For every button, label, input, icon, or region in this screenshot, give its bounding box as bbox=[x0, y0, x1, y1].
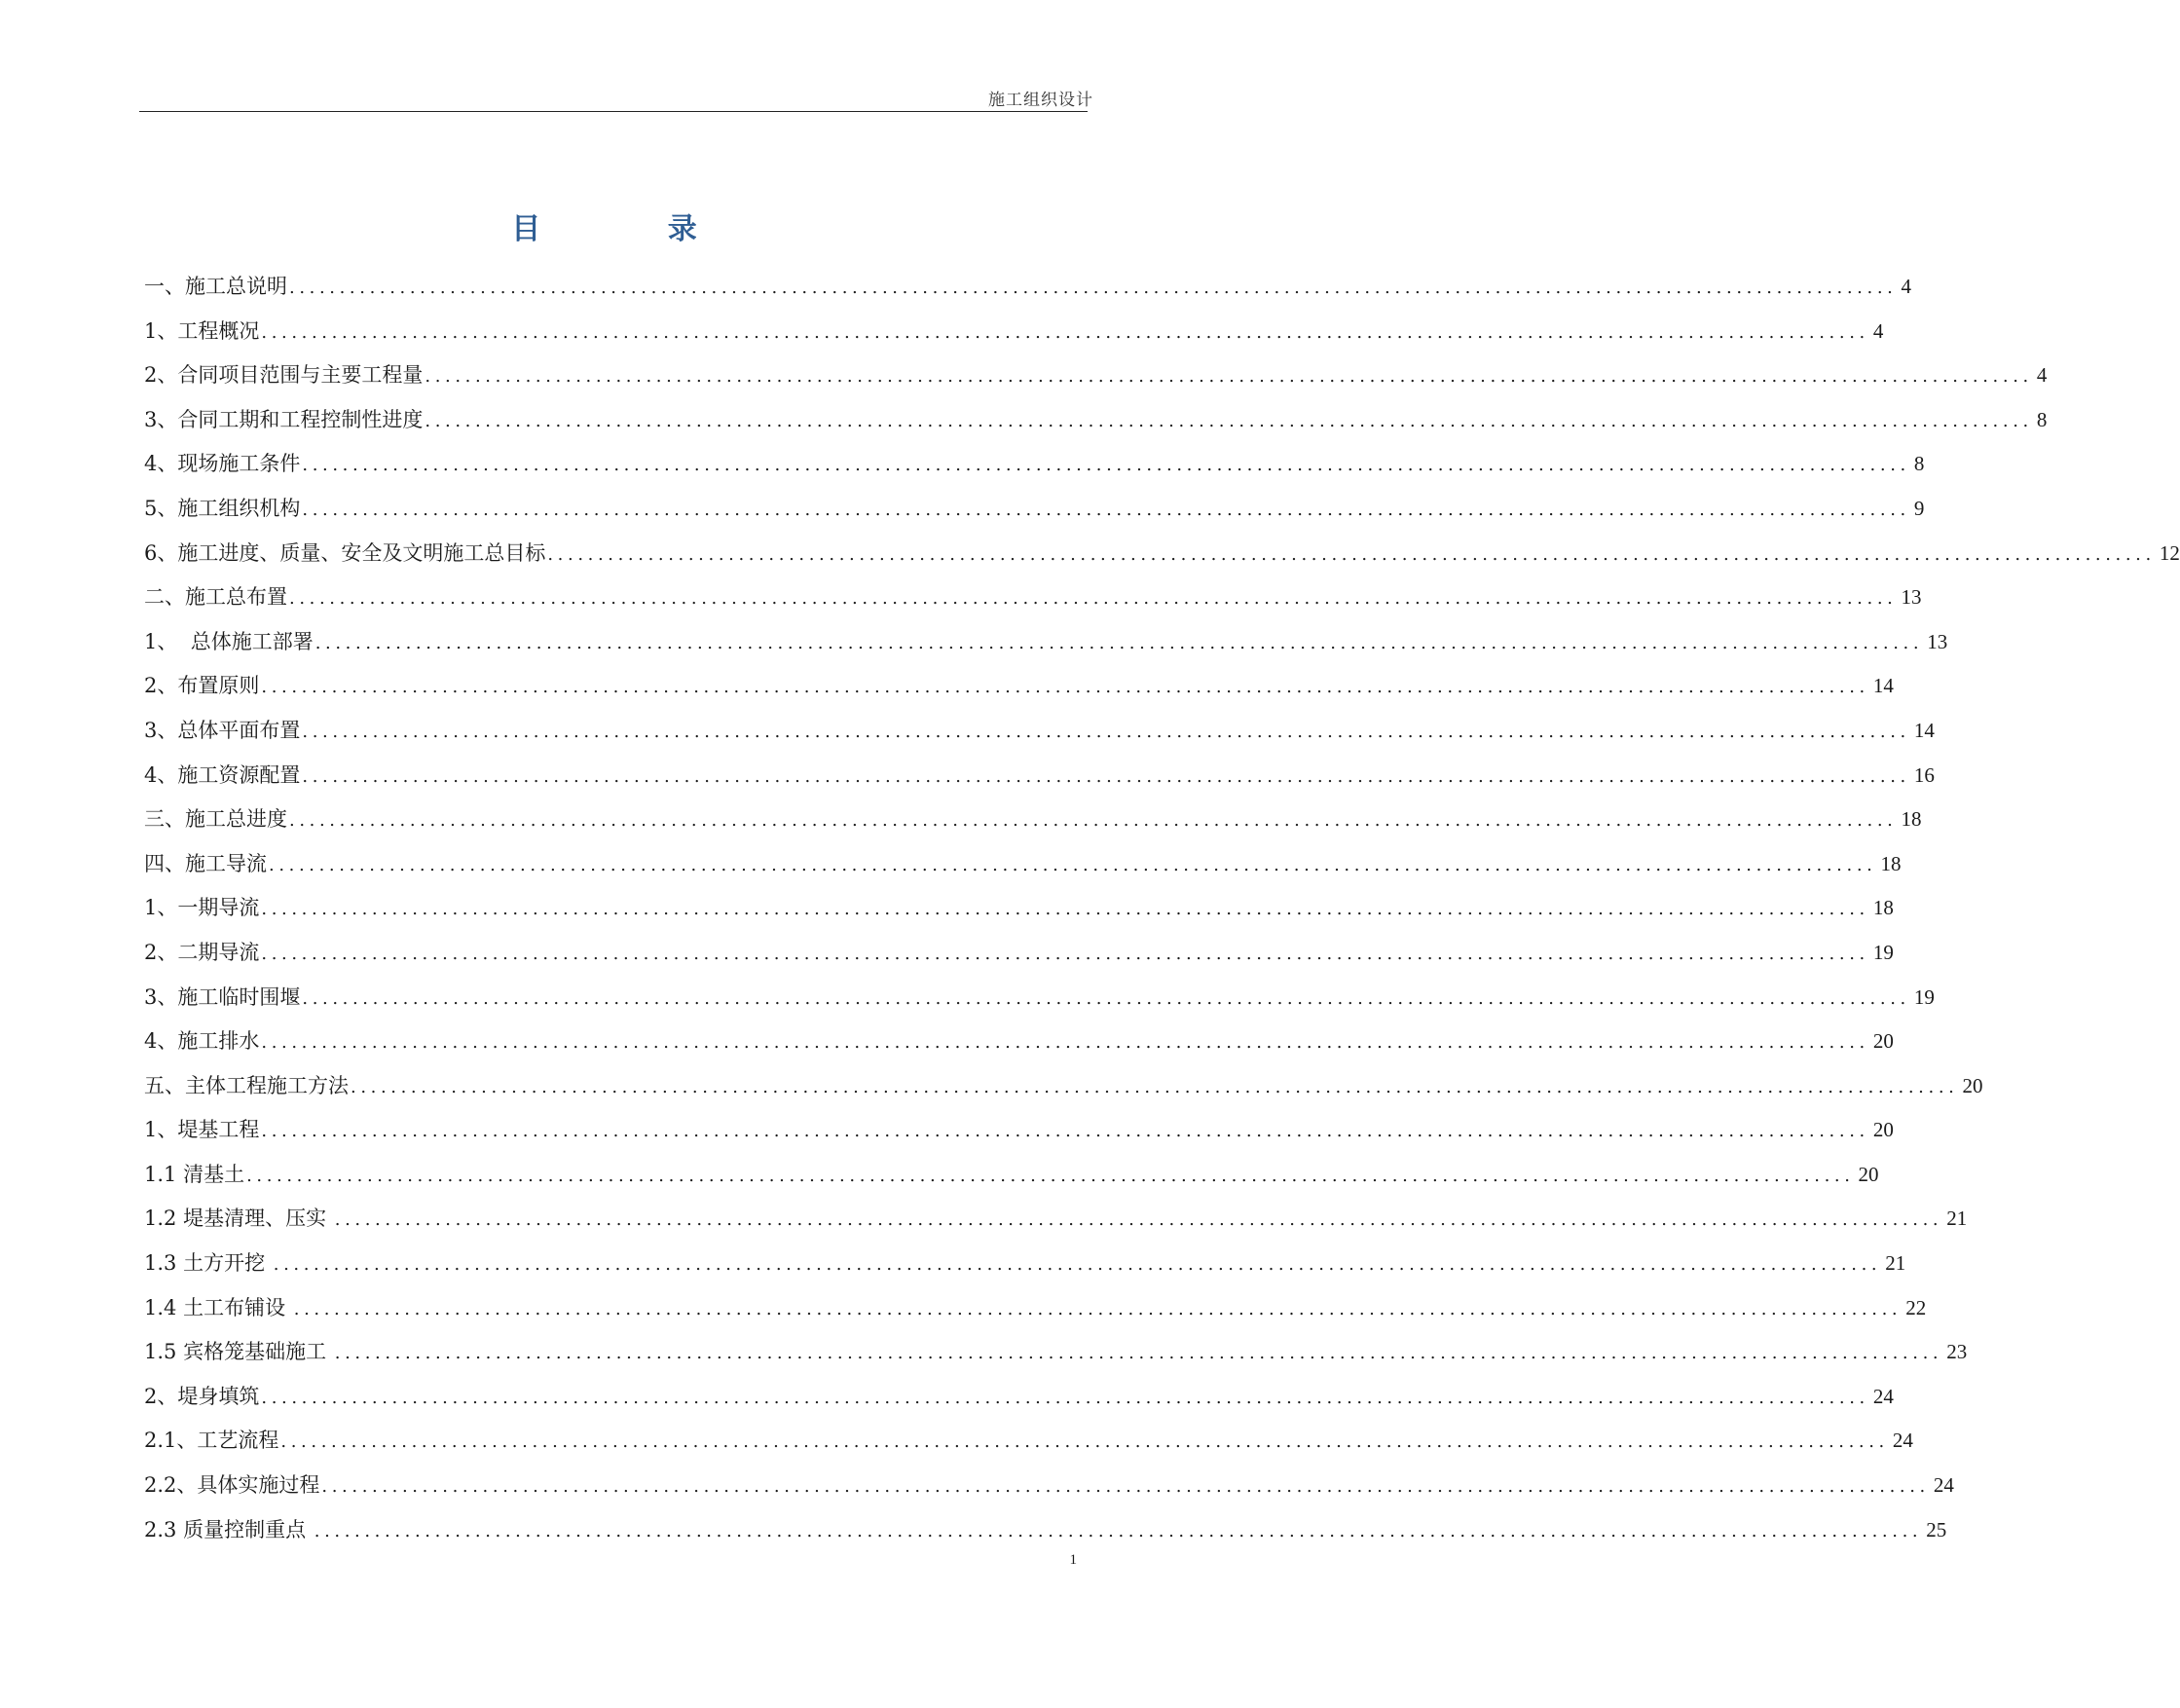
toc-entry-label: 4、现场施工条件 bbox=[144, 452, 301, 476]
toc-entry-page: 13 bbox=[1901, 585, 1922, 610]
toc-entry-page: 4 bbox=[2036, 363, 2048, 388]
toc-entry[interactable] bbox=[144, 487, 1925, 532]
toc-entry-page: 4 bbox=[1872, 318, 1884, 343]
toc-entry[interactable] bbox=[144, 886, 1894, 931]
toc-entry-page: 24 bbox=[1892, 1429, 1913, 1453]
toc-entry[interactable] bbox=[144, 1464, 1954, 1508]
toc-entry-label: 3、施工临时围堰 bbox=[144, 984, 301, 1009]
toc-entry-label: 2、布置原则 bbox=[144, 674, 260, 698]
toc-entry-label: 二、施工总布置 bbox=[144, 585, 287, 610]
toc-dot-leader: ................................................................................................................................................................ bbox=[280, 1431, 1889, 1453]
toc-entry-label: 1、堤基工程 bbox=[144, 1118, 260, 1142]
toc-entry-label: 2、堤身填筑 bbox=[144, 1384, 260, 1408]
toc-dot-leader: ................................................................................................................................................................ bbox=[334, 1209, 1943, 1231]
toc-entry[interactable] bbox=[144, 931, 1894, 976]
toc-entry-page: 19 bbox=[1872, 940, 1894, 964]
toc-dot-leader: ................................................................................................................................................................ bbox=[261, 899, 1869, 920]
toc-dot-leader: ................................................................................................................................................................ bbox=[273, 1254, 1882, 1276]
toc-entry-page: 20 bbox=[1872, 1118, 1894, 1142]
toc-dot-leader: ................................................................................................................................................................ bbox=[269, 854, 1877, 875]
toc-dot-leader: ................................................................................................................................................................ bbox=[547, 543, 2156, 565]
toc-entry-page: 20 bbox=[1962, 1073, 1983, 1097]
toc-entry-label: 1.2 堤基清理、压实 bbox=[144, 1207, 333, 1231]
toc-entry[interactable] bbox=[144, 1242, 1906, 1286]
toc-dot-leader: ................................................................................................................................................................ bbox=[351, 1076, 1959, 1097]
toc-dot-leader: ................................................................................................................................................................ bbox=[302, 765, 1910, 787]
toc-entry-label: 4、施工排水 bbox=[144, 1029, 260, 1054]
toc-dot-leader: ................................................................................................................................................................ bbox=[425, 366, 2033, 388]
toc-dot-leader: ................................................................................................................................................................ bbox=[302, 721, 1910, 742]
toc-entry-label: 1.1 清基土 bbox=[144, 1162, 245, 1186]
toc-entry[interactable] bbox=[144, 842, 1902, 887]
toc-dot-leader: ................................................................................................................................................................ bbox=[334, 1343, 1943, 1364]
toc-entry-page: 4 bbox=[1901, 275, 1911, 298]
toc-dot-leader: ................................................................................................................................................................ bbox=[425, 410, 2033, 431]
toc-dot-leader: ................................................................................................................................................................ bbox=[289, 810, 1898, 832]
toc-dot-leader: ................................................................................................................................................................ bbox=[261, 321, 1869, 343]
toc-entry[interactable] bbox=[144, 576, 1922, 620]
toc-entry[interactable] bbox=[144, 1419, 1913, 1464]
toc-entry-label: 五、主体工程施工方法 bbox=[144, 1073, 349, 1097]
toc-entry-label: 1.5 宾格笼基础施工 bbox=[144, 1340, 333, 1364]
toc-entry-page: 8 bbox=[1913, 452, 1925, 476]
toc-entry-page: 19 bbox=[1913, 984, 1935, 1009]
toc-entry-page: 14 bbox=[1913, 718, 1935, 742]
toc-entry[interactable] bbox=[144, 1375, 1894, 1420]
toc-entry[interactable] bbox=[144, 532, 2180, 576]
toc-entry-label: 1、工程概况 bbox=[144, 318, 260, 343]
toc-entry-label: 一、施工总说明 bbox=[144, 275, 287, 298]
toc-entry-label: 4、施工资源配置 bbox=[144, 762, 301, 787]
toc-entry-page: 21 bbox=[1946, 1207, 1968, 1231]
toc-entry-label: 2.1、工艺流程 bbox=[144, 1429, 279, 1453]
toc-entry-page: 20 bbox=[1872, 1029, 1894, 1054]
toc-entry-label: 1.4 土工布铺设 bbox=[144, 1295, 292, 1319]
toc-entry-page: 24 bbox=[1872, 1384, 1894, 1408]
toc-entry-label: 6、施工进度、质量、安全及文明施工总目标 bbox=[144, 540, 546, 565]
toc-dot-leader: ................................................................................................................................................................ bbox=[261, 677, 1869, 698]
toc-entry[interactable] bbox=[144, 709, 1935, 754]
toc-entry-page: 21 bbox=[1885, 1251, 1906, 1276]
toc-entry-label: 2.3 质量控制重点 bbox=[144, 1517, 313, 1541]
toc-entry[interactable] bbox=[144, 353, 2048, 398]
table-of-contents bbox=[144, 265, 2180, 1552]
toc-dot-leader: ................................................................................................................................................................ bbox=[246, 1165, 1855, 1186]
toc-entry-page: 20 bbox=[1858, 1162, 1879, 1186]
toc-entry-label: 2.2、具体实施过程 bbox=[144, 1473, 320, 1498]
toc-entry[interactable] bbox=[144, 798, 1922, 842]
toc-dot-leader: ................................................................................................................................................................ bbox=[261, 1032, 1869, 1054]
toc-entry-page: 18 bbox=[1872, 896, 1894, 920]
toc-dot-leader: ................................................................................................................................................................ bbox=[314, 1520, 1923, 1541]
toc-entry-page: 8 bbox=[2036, 407, 2048, 431]
toc-entry-page: 23 bbox=[1946, 1340, 1968, 1364]
toc-entry-page: 14 bbox=[1872, 674, 1894, 698]
toc-dot-leader: ................................................................................................................................................................ bbox=[261, 1387, 1869, 1408]
toc-entry-label: 1.3 土方开挖 bbox=[144, 1251, 272, 1276]
toc-dot-leader: ................................................................................................................................................................ bbox=[302, 455, 1910, 476]
toc-entry[interactable] bbox=[144, 1508, 1947, 1553]
toc-entry-page: 22 bbox=[1905, 1295, 1927, 1319]
toc-entry-label: 四、施工导流 bbox=[144, 851, 267, 875]
toc-entry[interactable] bbox=[144, 1153, 1879, 1198]
toc-dot-leader: ................................................................................................................................................................ bbox=[302, 987, 1910, 1009]
toc-dot-leader: ................................................................................................................................................................ bbox=[293, 1298, 1903, 1319]
toc-entry[interactable] bbox=[144, 1064, 1983, 1109]
toc-entry[interactable] bbox=[144, 1330, 1968, 1375]
toc-dot-leader: ................................................................................................................................................................ bbox=[289, 278, 1898, 298]
toc-entry[interactable] bbox=[144, 1286, 1927, 1331]
toc-entry[interactable] bbox=[144, 1020, 1894, 1064]
toc-entry[interactable] bbox=[144, 1197, 1968, 1242]
toc-entry-label: 1、一期导流 bbox=[144, 896, 260, 920]
toc-entry-label: 1、 总体施工部署 bbox=[144, 629, 314, 653]
toc-dot-leader: ................................................................................................................................................................ bbox=[261, 943, 1869, 964]
toc-entry[interactable] bbox=[144, 310, 1884, 354]
toc-entry-label: 2、合同项目范围与主要工程量 bbox=[144, 363, 424, 388]
running-header: 施工组织设计 bbox=[988, 91, 1093, 110]
toc-entry-label: 三、施工总进度 bbox=[144, 807, 287, 832]
toc-entry-label: 3、合同工期和工程控制性进度 bbox=[144, 407, 424, 431]
toc-entry-page: 18 bbox=[1901, 807, 1922, 832]
toc-entry[interactable] bbox=[144, 442, 1925, 487]
toc-entry[interactable] bbox=[144, 398, 2048, 443]
toc-dot-leader: ................................................................................................................................................................ bbox=[302, 499, 1910, 520]
toc-entry-page: 25 bbox=[1926, 1517, 1947, 1541]
toc-entry-label: 2、二期导流 bbox=[144, 940, 260, 964]
toc-entry-page: 13 bbox=[1927, 629, 1948, 653]
toc-entry-page: 12 bbox=[2159, 540, 2180, 565]
toc-entry[interactable] bbox=[144, 754, 1935, 798]
toc-entry[interactable] bbox=[144, 620, 1948, 665]
header-divider bbox=[139, 111, 1088, 112]
toc-entry-page: 16 bbox=[1913, 762, 1935, 787]
toc-dot-leader: ................................................................................................................................................................ bbox=[289, 588, 1898, 610]
toc-entry[interactable] bbox=[144, 265, 1911, 310]
toc-entry-page: 18 bbox=[1880, 851, 1902, 875]
toc-entry[interactable] bbox=[144, 664, 1894, 709]
toc-entry-label: 5、施工组织机构 bbox=[144, 496, 301, 520]
toc-entry[interactable] bbox=[144, 1108, 1894, 1153]
toc-dot-leader: ................................................................................................................................................................ bbox=[261, 1121, 1869, 1142]
toc-dot-leader: ................................................................................................................................................................ bbox=[321, 1476, 1930, 1498]
toc-dot-leader: ................................................................................................................................................................ bbox=[314, 632, 1924, 653]
page-number: 1 bbox=[1069, 1552, 1077, 1568]
toc-title: 目 录 bbox=[511, 212, 756, 246]
toc-entry-page: 24 bbox=[1933, 1473, 1954, 1498]
toc-entry[interactable] bbox=[144, 976, 1935, 1021]
toc-entry-page: 9 bbox=[1913, 496, 1925, 520]
toc-entry-label: 3、总体平面布置 bbox=[144, 718, 301, 742]
